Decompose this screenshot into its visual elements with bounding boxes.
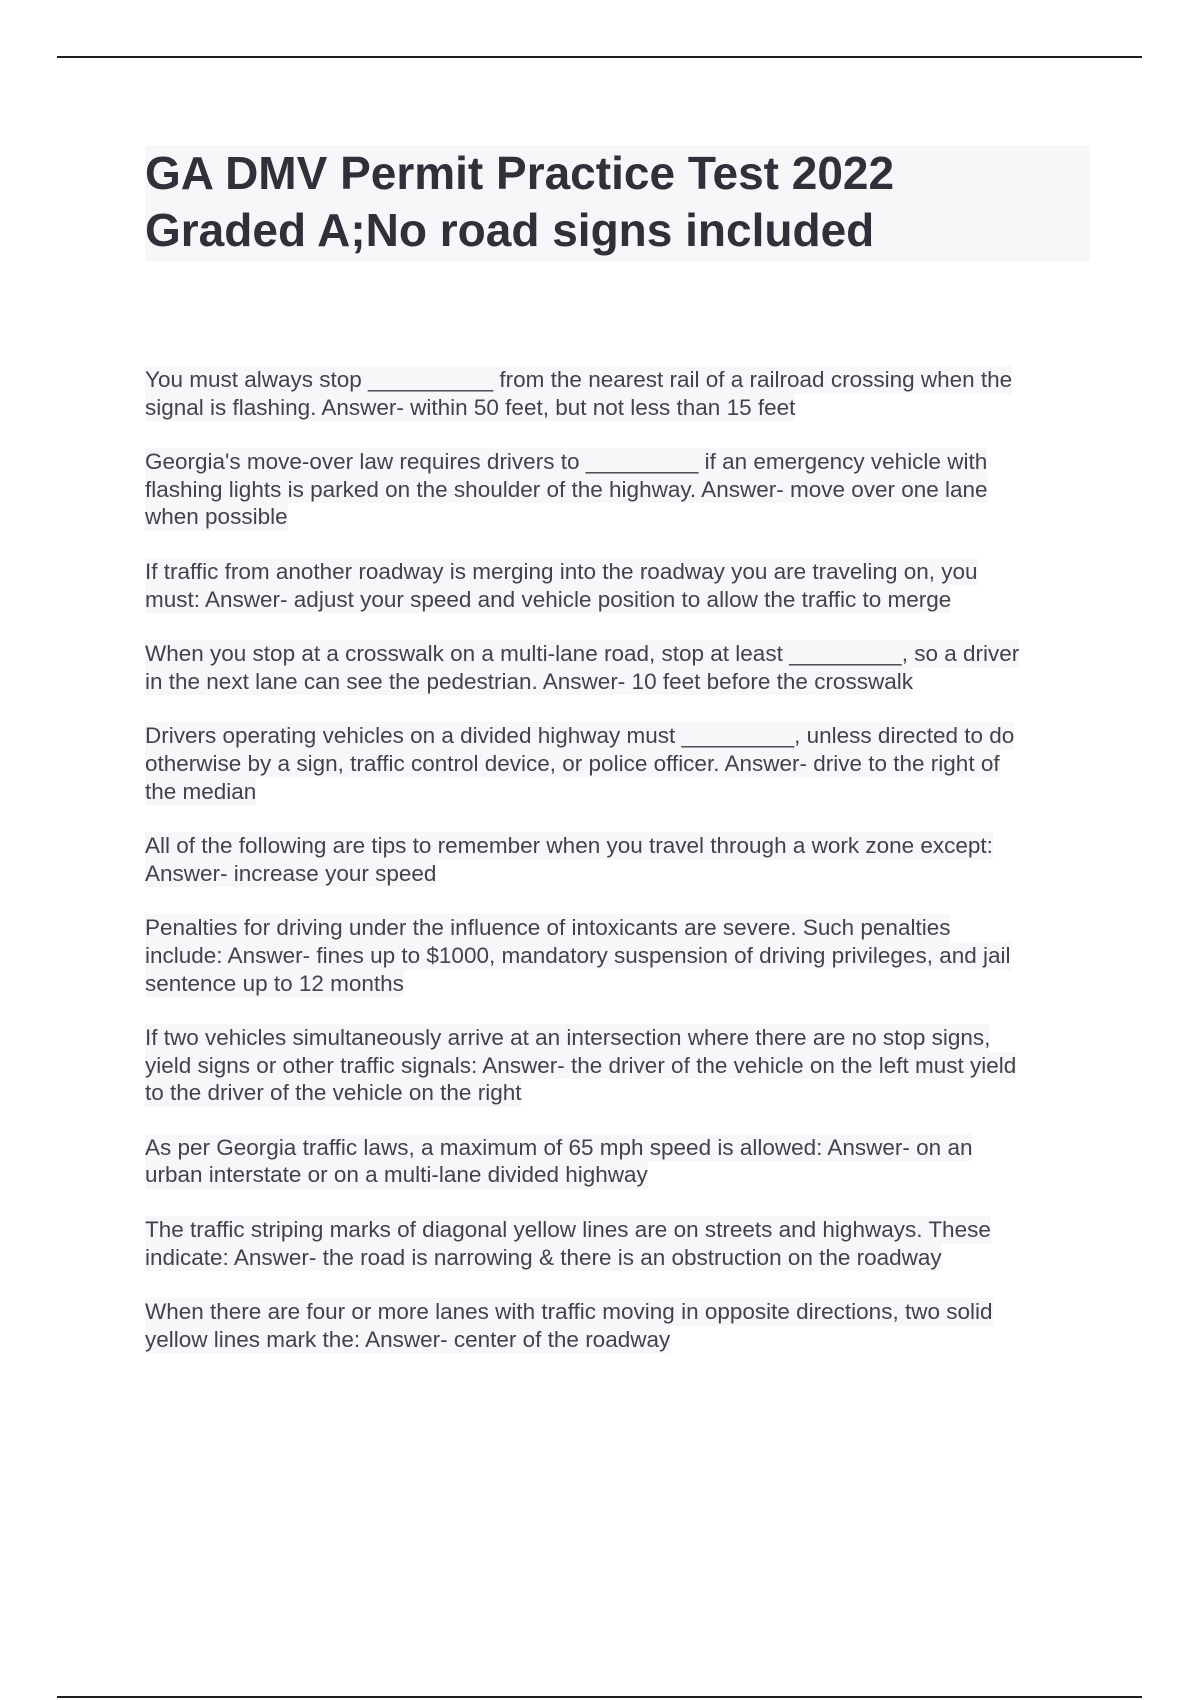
qa-item: [145, 722, 1090, 805]
qa-line-text: If traffic from another roadway is merging into the roadway you are traveling on, you: [145, 558, 978, 584]
qa-item: [145, 640, 1090, 695]
qa-line-text: You must always stop __________ from the nearest rail of a railroad crossing when the: [145, 367, 1013, 392]
qa-line-row: [145, 832, 1090, 860]
document-title: [145, 145, 1090, 261]
qa-line-row: [145, 448, 1090, 476]
qa-line-row: [145, 970, 1090, 998]
qa-line-text: sentence up to 12 months: [145, 970, 404, 996]
qa-line-row: [145, 722, 1090, 750]
qa-item: [145, 1216, 1090, 1271]
question-answer-list: [145, 366, 1090, 1380]
qa-line-text: Answer- increase your speed: [145, 860, 437, 886]
qa-line-text: yield signs or other traffic signals: Answer- the driver of the vehicle on the left must yield: [145, 1052, 1017, 1078]
top-rule: [57, 56, 1142, 58]
qa-item: [145, 1024, 1090, 1107]
qa-line-text: signal is flashing. Answer- within 50 feet, but not less than 15 feet: [145, 394, 796, 420]
qa-line-text: As per Georgia traffic laws, a maximum of 65 mph speed is allowed: Answer- on an: [145, 1134, 973, 1160]
qa-line-row: [145, 1244, 1090, 1272]
qa-line-text: Georgia's move-over law requires drivers to _________ if an emergency vehicle with: [145, 449, 988, 475]
qa-line-row: [145, 668, 1090, 696]
qa-item: [145, 1134, 1090, 1189]
qa-line-row: [145, 558, 1090, 586]
qa-item: [145, 558, 1090, 613]
qa-line-row: [145, 1298, 1090, 1326]
qa-line-text: include: Answer- fines up to $1000, mandatory suspension of driving privileges, and jail: [145, 942, 1011, 968]
qa-line-row: [145, 503, 1090, 531]
qa-line-row: [145, 750, 1090, 778]
qa-line-text: When you stop at a crosswalk on a multi-lane road, stop at least _________, so a driver: [145, 641, 1020, 667]
qa-item: [145, 832, 1090, 887]
qa-line-text: urban interstate or on a multi-lane divided highway: [145, 1162, 648, 1188]
qa-line-row: [145, 914, 1090, 942]
qa-line-row: [145, 942, 1090, 970]
qa-line-row: [145, 1079, 1090, 1107]
qa-line-text: indicate: Answer- the road is narrowing & there is an obstruction on the roadway: [145, 1244, 942, 1270]
qa-line-text: the median: [145, 778, 257, 804]
qa-line-row: [145, 1326, 1090, 1354]
qa-line-text: in the next lane can see the pedestrian. Answer- 10 feet before the crosswalk: [145, 668, 913, 694]
qa-line-row: [145, 1134, 1090, 1162]
qa-line-row: [145, 1052, 1090, 1080]
title-line-2: Graded A;No road signs included: [145, 204, 875, 256]
qa-line-text: yellow lines mark the: Answer- center of the roadway: [145, 1326, 671, 1352]
qa-line-text: Drivers operating vehicles on a divided highway must _________, unless directed to do: [145, 723, 1015, 749]
qa-line-row: [145, 366, 1090, 394]
qa-line-row: [145, 1216, 1090, 1244]
qa-line-row: [145, 1024, 1090, 1052]
qa-line-text: All of the following are tips to remember when you travel through a work zone except:: [145, 833, 993, 859]
qa-line-text: must: Answer- adjust your speed and vehicle position to allow the traffic to merge: [145, 586, 952, 612]
qa-item: [145, 448, 1090, 531]
qa-line-row: [145, 476, 1090, 504]
qa-line-row: [145, 778, 1090, 806]
qa-line-text: otherwise by a sign, traffic control device, or police officer. Answer- drive to the right of: [145, 750, 1000, 776]
qa-line-row: [145, 860, 1090, 888]
qa-line-row: [145, 1161, 1090, 1189]
qa-line-text: flashing lights is parked on the shoulder of the highway. Answer- move over one lane: [145, 476, 988, 502]
title-line-1: GA DMV Permit Practice Test 2022: [145, 147, 895, 199]
qa-line-text: If two vehicles simultaneously arrive at an intersection where there are no stop signs,: [145, 1025, 991, 1051]
qa-line-text: When there are four or more lanes with traffic moving in opposite directions, two solid: [145, 1299, 993, 1325]
qa-line-row: [145, 640, 1090, 668]
qa-line-row: [145, 394, 1090, 422]
qa-line-text: to the driver of the vehicle on the right: [145, 1080, 522, 1106]
bottom-rule: [57, 1696, 1142, 1698]
qa-item: [145, 914, 1090, 997]
qa-item: [145, 366, 1090, 421]
qa-line-text: Penalties for driving under the influence of intoxicants are severe. Such penalties: [145, 915, 951, 941]
qa-line-text: when possible: [145, 504, 288, 530]
qa-item: [145, 1298, 1090, 1353]
qa-line-row: [145, 586, 1090, 614]
qa-line-text: The traffic striping marks of diagonal yellow lines are on streets and highways. These: [145, 1217, 991, 1243]
